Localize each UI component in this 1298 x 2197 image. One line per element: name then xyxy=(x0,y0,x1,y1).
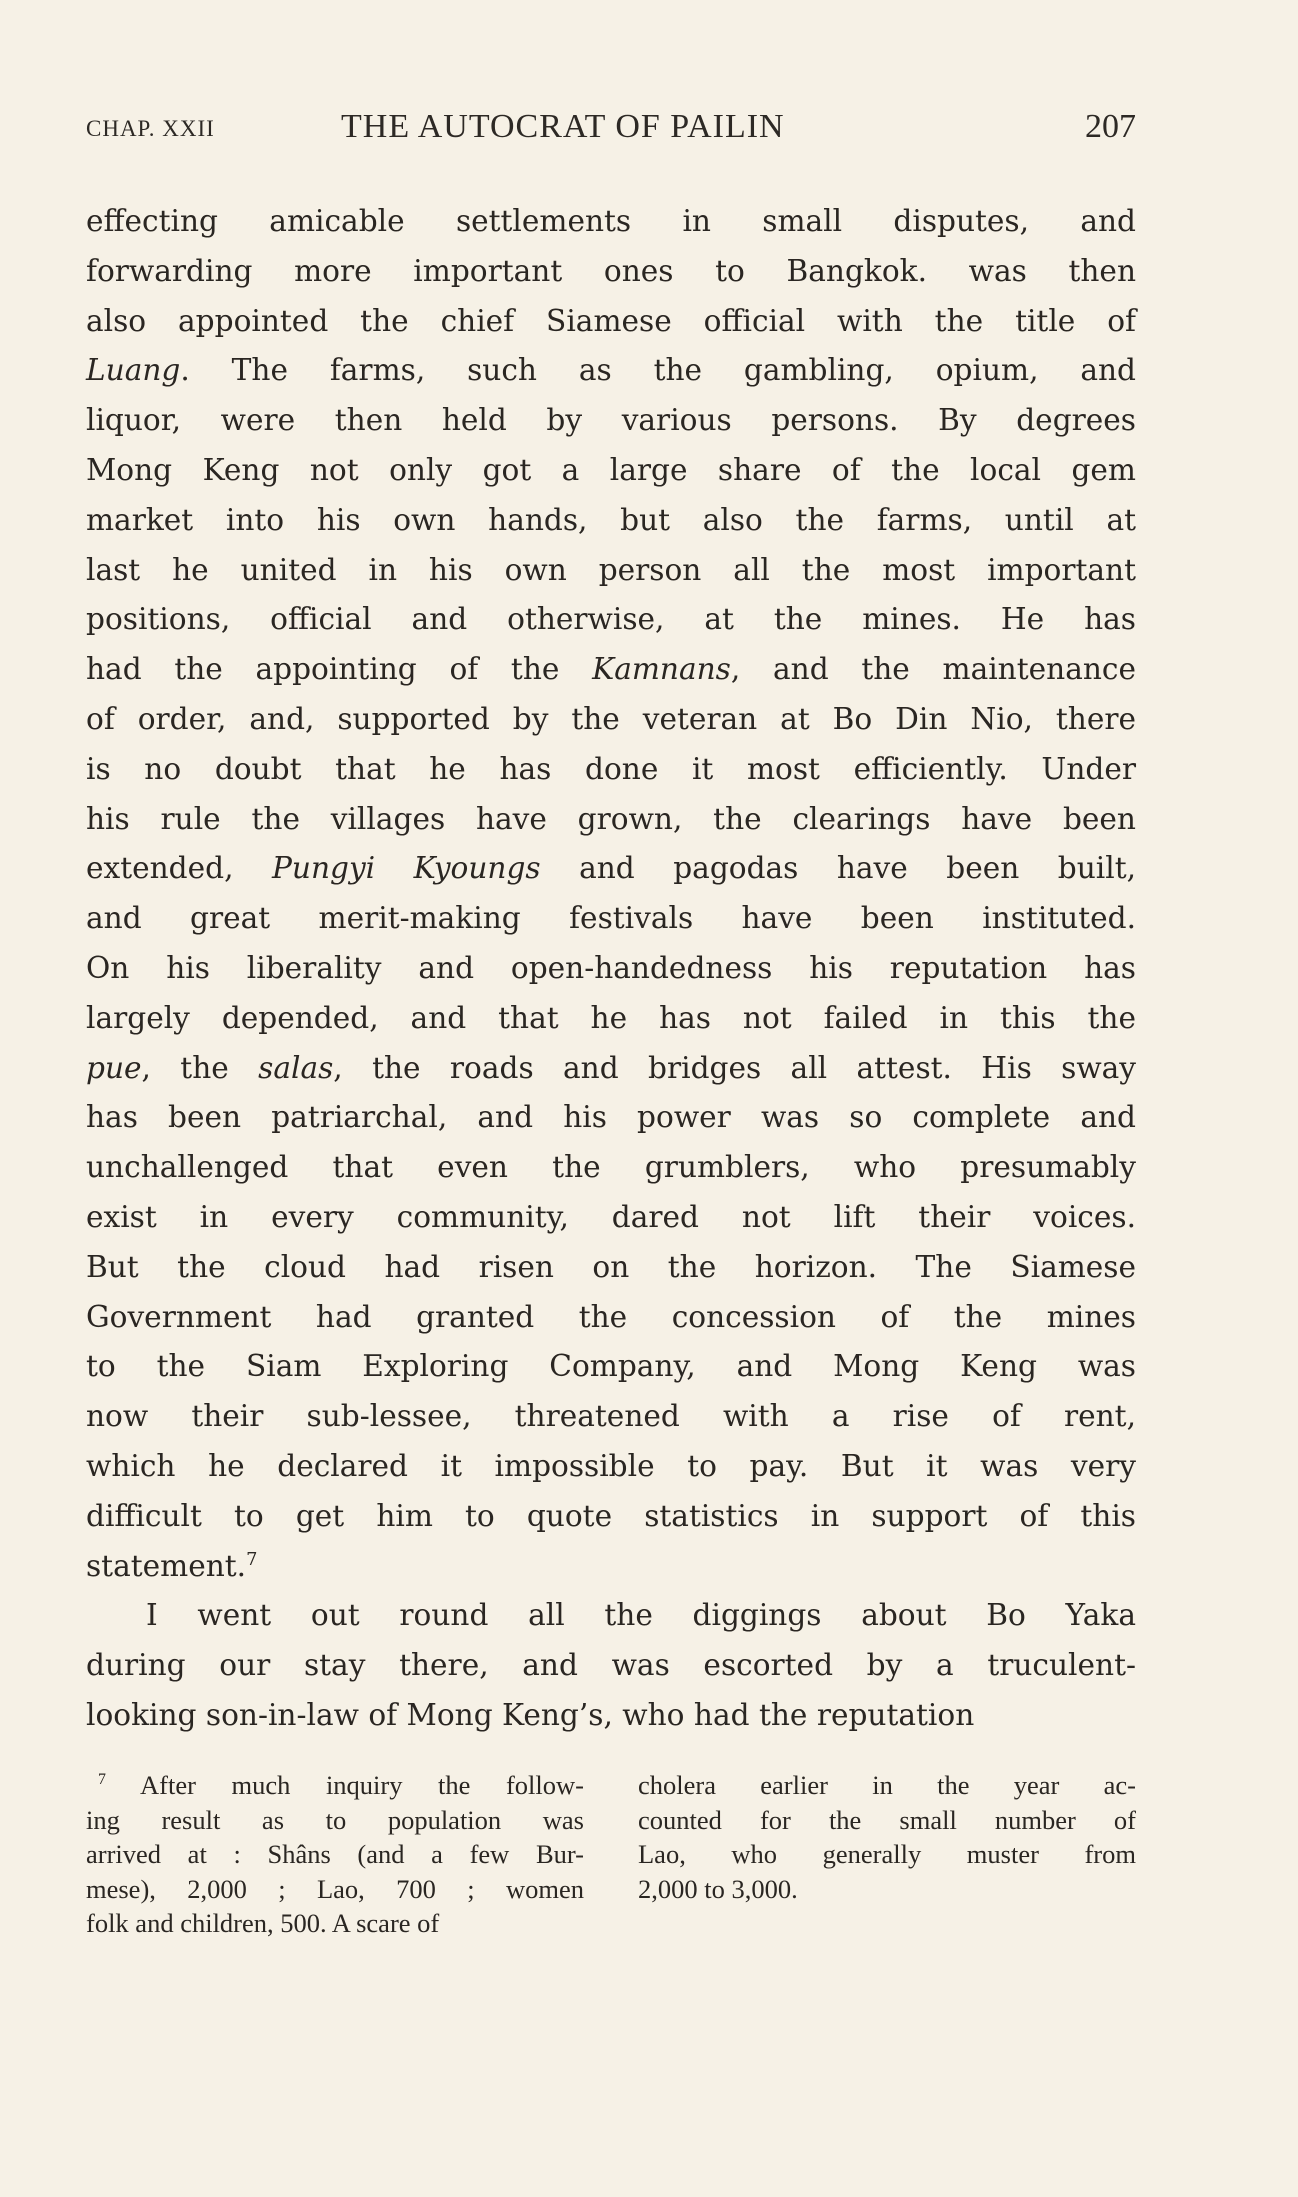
text-line: to the Siam Exploring Company, and Mong Keng was xyxy=(86,1349,1136,1384)
text-line: now their sub-lessee, threatened with a rise of rent, xyxy=(86,1399,1136,1434)
text-line: positions, official and otherwise, at the mines. He has xyxy=(86,602,1136,637)
text-line: Luang. The farms, such as the gambling, opium, and xyxy=(86,353,1136,388)
footnote-right-column xyxy=(638,1768,1136,1941)
text-line: extended, Pungyi Kyoungs and pagodas have been built, xyxy=(86,851,1136,886)
text-line: Government had granted the concession of the mines xyxy=(86,1299,1136,1334)
footnote-line: arrived at : Shâns (and a few Bur- xyxy=(86,1839,584,1870)
text-line: market into his own hands, but also the farms, until at xyxy=(86,502,1136,537)
text-line: forwarding more important ones to Bangkok. was then xyxy=(86,253,1136,288)
text-line: also appointed the chief Siamese official with the title of xyxy=(86,303,1136,338)
footnote-line: ing result as to population was xyxy=(86,1804,584,1835)
text-line: I went out round all the diggings about Bo Yaka xyxy=(146,1598,1136,1633)
text-line: pue, the salas, the roads and bridges all attest. His sway xyxy=(86,1050,1137,1085)
footnote-left-column xyxy=(86,1768,584,1941)
footnote-line: cholera earlier in the year ac- xyxy=(638,1770,1136,1800)
text-line: On his liberality and open-handedness his reputation has xyxy=(86,950,1136,985)
text-line: largely depended, and that he has not failed in this the xyxy=(86,1000,1136,1035)
text-line: effecting amicable settlements in small disputes, and xyxy=(86,204,1136,238)
text-line: his rule the villages have grown, the clearings have been xyxy=(86,801,1136,836)
text-line: last he united in his own person all the most important xyxy=(86,552,1136,587)
text-line: Mong Keng not only got a large share of the local gem xyxy=(86,452,1136,487)
text-line: unchallenged that even the grumblers, who presumably xyxy=(86,1150,1136,1185)
text-line: which he declared it impossible to pay. But it was very xyxy=(86,1448,1136,1483)
text-line: during our stay there, and was escorted by a truculent- xyxy=(86,1648,1136,1683)
text-line: But the cloud had risen on the horizon. The Siamese xyxy=(86,1249,1136,1284)
footnote-line: folk and children, 500. A scare of xyxy=(86,1908,440,1939)
text-line: looking son-in-law of Mong Keng’s, who had the reputation xyxy=(86,1697,975,1732)
text-line: is no doubt that he has done it most efficiently. Under xyxy=(86,751,1136,786)
footnote xyxy=(86,1768,1136,1941)
footnote-line: 2,000 to 3,000. xyxy=(638,1873,798,1904)
text-line: difficult to get him to quote statistics in support of this xyxy=(86,1498,1136,1533)
chapter-title: THE AUTOCRAT OF PAILIN xyxy=(341,108,785,145)
text-line: had the appointing of the Kamnans, and the maintenance xyxy=(86,652,1136,687)
text-line: of order, and, supported by the veteran at Bo Din Nio, there xyxy=(86,701,1136,736)
running-head xyxy=(86,108,1136,148)
footnote-line: mese), 2,000 ; Lao, 700 ; women xyxy=(86,1873,584,1904)
footnote-line: counted for the small number of xyxy=(638,1804,1136,1835)
body-text xyxy=(86,197,1136,1741)
footnote-line: Lao, who generally muster from xyxy=(638,1839,1136,1870)
text-line: and great merit-making festivals have been instituted. xyxy=(86,901,1136,936)
chapter-label: CHAP. XXII xyxy=(86,116,215,141)
text-line: exist in every community, dared not lift their voices. xyxy=(86,1199,1136,1234)
footnote-line: $^7$ After much inquiry the follow- xyxy=(98,1770,584,1800)
page-number: 207 xyxy=(1085,108,1136,145)
text-line: has been patriarchal, and his power was so complete and xyxy=(86,1100,1136,1135)
text-line: statement.$^7$ xyxy=(86,1548,258,1583)
text-line: liquor, were then held by various persons. By degrees xyxy=(86,403,1136,438)
